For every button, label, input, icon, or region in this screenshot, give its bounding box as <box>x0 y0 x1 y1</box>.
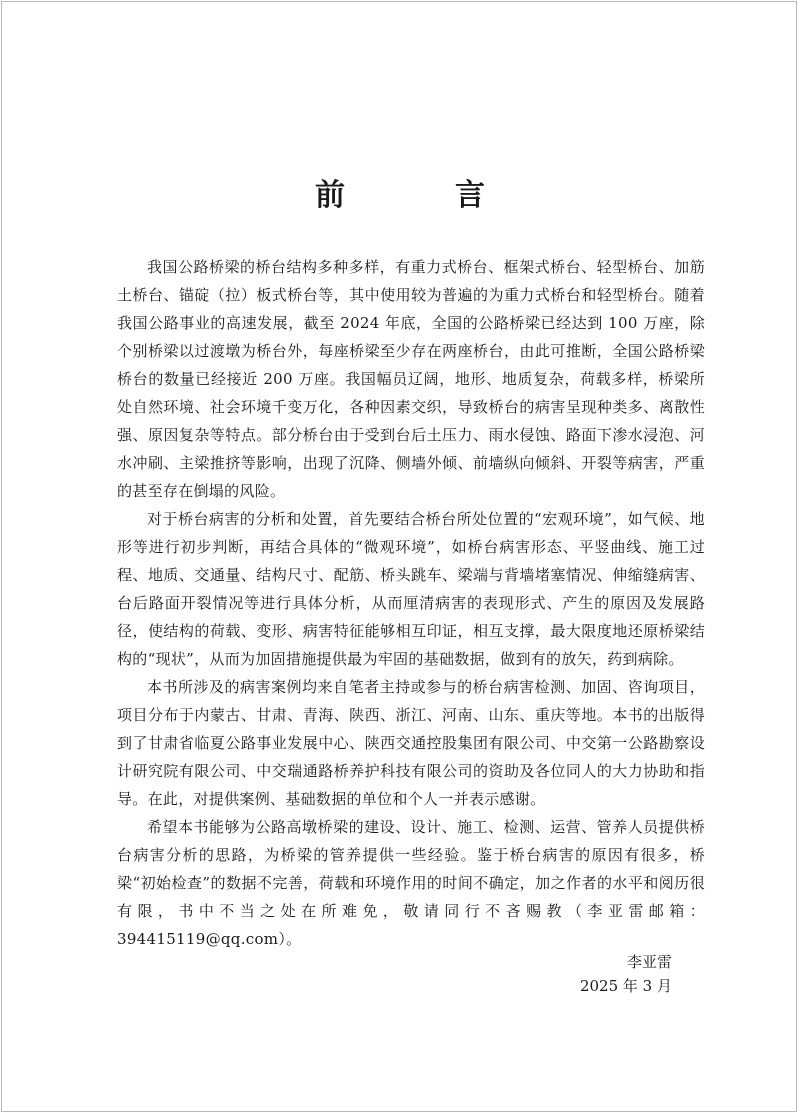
preface-body <box>117 253 705 953</box>
page-title: 前 言 <box>315 178 525 213</box>
paragraph-3: 本书所涉及的病害案例均来自笔者主持或参与的桥台病害检测、加固、咨询项目，项目分布于内蒙古、甘肃、青海、陕西、浙江、河南、山东、重庆等地。本书的出版得到了甘肃省临夏公路事业发展中心、陕西交通控股集团有限公司、中交第一公路勘察设计研究院有限公司、中交瑞通路桥养护科技有限公司的资助及各位同人的大力协助和指导。在此，对提供案例、基础数据的单位和个人一并表示感谢。 <box>117 678 705 808</box>
paragraph-1: 我国公路桥梁的桥台结构多种多样，有重力式桥台、框架式桥台、轻型桥台、加筋土桥台、锚碇（拉）板式桥台等，其中使用较为普遍的为重力式桥台和轻型桥台。随着我国公路事业的高速发展，截至 2024 年底，全国的公路桥梁已经达到 100 万座，除个别桥梁以过渡墩为桥台外，每座桥梁至少存在两座桥台，由此可推断，全国公路桥梁桥台的数量已经接近 200 万座。我国幅员辽阔，地形、地质复杂，荷载多样，桥梁所处自然环境、社会环境千变万化，各种因素交织，导致桥台的病害呈现种类多、离散性强、原因复杂等特点。部分桥台由于受到台后土压力、雨水侵蚀、路面下渗水浸泡、河水冲刷、主梁推挤等影响，出现了沉降、侧墙外倾、前墙纵向倾斜、开裂等病害，严重的甚至存在倒塌的风险。 <box>117 258 705 500</box>
paragraph-4: 希望本书能够为公路高墩桥梁的建设、设计、施工、检测、运营、管养人员提供桥台病害分析的思路，为桥梁的管养提供一些经验。鉴于桥台病害的原因有很多，桥梁“初始检查”的数据不完善，荷载和环境作用的时间不确定，加之作者的水平和阅历很有限，书中不当之处在所难免，敬请同行不吝赐教（李亚雷邮箱：394415119@qq.com）。 <box>117 818 705 948</box>
paragraph-2: 对于桥台病害的分析和处置，首先要结合桥台所处位置的“宏观环境”，如气候、地形等进行初步判断，再结合具体的“微观环境”，如桥台病害形态、平竖曲线、施工过程、地质、交通量、结构尺寸、配筋、桥头跳车、梁端与背墙堵塞情况、伸缩缝病害、台后路面开裂情况等进行具体分析，从而厘清病害的表现形式、产生的原因及发展路径，使结构的荷载、变形、病害特征能够相互印证，相互支撑，最大限度地还原桥梁结构的“现状”，从而为加固措施提供最为牢固的基础数据，做到有的放矢，药到病除。 <box>117 510 705 668</box>
signature-block <box>580 950 672 998</box>
signature-date: 2025 年 3 月 <box>579 977 672 995</box>
author-name: 李亚雷 <box>626 953 672 971</box>
